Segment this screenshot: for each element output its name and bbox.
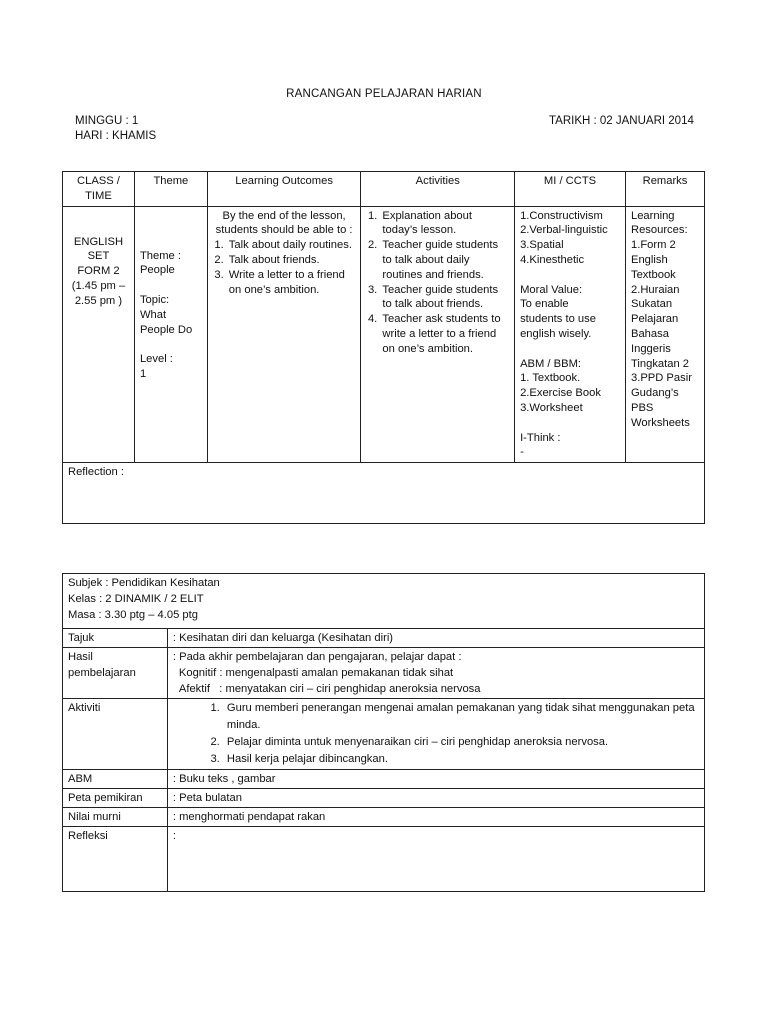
mi-item: 4.Kinesthetic <box>520 253 585 266</box>
header-remarks: Remarks <box>625 172 704 207</box>
hasil-label-cell <box>63 648 168 699</box>
peta-label: Peta pemikiran <box>63 789 168 808</box>
header-left <box>75 114 156 144</box>
remarks-line: Gudang’s <box>630 387 679 400</box>
ithink-value: - <box>520 446 524 459</box>
moral-value-line: english wisely. <box>520 327 592 340</box>
learning-outcomes-cell <box>207 206 361 463</box>
reflection-row <box>63 463 705 524</box>
activities-cell <box>361 206 515 463</box>
refleksi-value: : <box>167 827 704 892</box>
remarks-line: Resources: <box>630 224 688 237</box>
class-line: ENGLISH <box>73 235 124 248</box>
kelas-text: Kelas : 2 DINAMIK / 2 ELIT <box>68 593 204 605</box>
subjek-text: Subjek : Pendidikan Kesihatan <box>68 577 220 589</box>
hasil-label: Hasil <box>68 651 93 663</box>
afektif-text: Afektif : menyatakan ciri – ciri penghidap aneroksia nervosa <box>178 683 481 695</box>
abm-row-label: ABM <box>63 770 168 789</box>
remarks-line: Sukatan <box>630 298 673 311</box>
aktiviti-list <box>173 700 699 768</box>
table-row <box>63 770 705 789</box>
class-line: FORM 2 <box>77 265 120 278</box>
class-line: SET <box>87 250 110 263</box>
masa-text: Masa : 3.30 ptg – 4.05 ptg <box>68 609 198 621</box>
list-item: 3. Teacher guide students to talk about friends. <box>380 283 509 313</box>
abm-item: 2.Exercise Book <box>520 387 601 400</box>
subject-info-row <box>63 574 705 629</box>
topic-value: People Do <box>139 323 193 336</box>
remarks-line: Pelajaran <box>630 313 679 326</box>
subject-info-cell <box>63 574 705 629</box>
table-row <box>63 789 705 808</box>
tarikh-text: TARIKH : 02 JANUARI 2014 <box>549 115 694 127</box>
class-time-cell <box>63 206 135 463</box>
hasil-value-cell <box>167 648 704 699</box>
remarks-line: Tingkatan 2 <box>630 357 690 370</box>
reflection-label: Reflection : <box>68 466 124 479</box>
kognitif-text: Kognitif : mengenalpasti amalan pemakanan tidak sihat <box>178 667 454 679</box>
abm-label: ABM / BBM: <box>520 357 581 370</box>
theme-value: People <box>139 264 175 277</box>
mi-item: 1.Constructivism <box>520 209 603 222</box>
header-mi-ccts: MI / CCTS <box>515 172 626 207</box>
pendidikan-kesihatan-table <box>62 573 705 892</box>
moral-value-line: To enable <box>520 298 569 311</box>
remarks-line: 1.Form 2 <box>630 239 676 252</box>
remarks-line: Bahasa <box>630 327 669 340</box>
list-item: 2. Pelajar diminta untuk menyenaraikan ciri – ciri penghidap aneroksia nervosa. <box>223 734 699 751</box>
level-label: Level : <box>139 353 173 366</box>
remarks-line: Worksheets <box>630 416 690 429</box>
abm-item: 1. Textbook. <box>520 372 581 385</box>
mi-item: 2.Verbal-linguistic <box>520 224 608 237</box>
outcomes-list <box>213 238 356 297</box>
table-header-row <box>63 172 705 207</box>
topic-label: Topic: <box>139 293 170 306</box>
remarks-line: Textbook <box>630 268 676 281</box>
moral-value-label: Moral Value: <box>520 283 583 296</box>
remarks-cell <box>625 206 704 463</box>
ithink-label: I-Think : <box>520 431 561 444</box>
remarks-line: Learning <box>630 209 675 222</box>
aktiviti-label: Aktiviti <box>63 699 168 770</box>
reflection-cell <box>63 463 705 524</box>
theme-label: Theme : <box>139 249 181 262</box>
remarks-line: 3.PPD Pasir <box>630 372 692 385</box>
nilai-value: : menghormati pendapat rakan <box>167 808 704 827</box>
table-row <box>63 648 705 699</box>
table-row <box>63 827 705 892</box>
document-title: RANCANGAN PELAJARAN HARIAN <box>286 88 482 100</box>
list-item: 2. Talk about friends. <box>227 253 356 268</box>
abm-row-value: : Buku teks , gambar <box>167 770 704 789</box>
class-line: (1.45 pm – <box>71 279 126 292</box>
hari-text: HARI : KHAMIS <box>75 130 157 142</box>
list-item: 1. Explanation about today’s lesson. <box>380 209 509 239</box>
hasil-label: pembelajaran <box>68 667 136 679</box>
table-row <box>63 206 705 463</box>
table-row <box>63 699 705 770</box>
header-theme: Theme <box>134 172 207 207</box>
moral-value-line: students to use <box>520 313 596 326</box>
table-row <box>63 629 705 648</box>
activities-list <box>366 209 509 357</box>
minggu-text: MINGGU : 1 <box>75 115 139 127</box>
remarks-line: PBS <box>630 401 654 414</box>
tajuk-value: : Kesihatan diri dan keluarga (Kesihatan diri) <box>167 629 704 648</box>
peta-value: : Peta bulatan <box>167 789 704 808</box>
refleksi-label: Refleksi <box>63 827 168 892</box>
hasil-intro: : Pada akhir pembelajaran dan pengajaran, pelajar dapat : <box>172 651 462 663</box>
remarks-line: English <box>630 253 668 266</box>
tajuk-label: Tajuk <box>63 629 168 648</box>
remarks-line: Inggeris <box>630 342 671 355</box>
table-row <box>63 808 705 827</box>
mi-item: 3.Spatial <box>520 239 564 252</box>
theme-cell <box>134 206 207 463</box>
header-activities: Activities <box>361 172 515 207</box>
list-item: 1. Talk about daily routines. <box>227 238 356 253</box>
mi-ccts-cell <box>515 206 626 463</box>
list-item: 2. Teacher guide students to talk about daily routines and friends. <box>380 238 509 282</box>
header-learning-outcomes: Learning Outcomes <box>207 172 361 207</box>
outcomes-intro: By the end of the lesson, students should be able to : <box>215 209 353 237</box>
english-lesson-table <box>62 171 705 524</box>
topic-value: What <box>139 308 167 321</box>
list-item: 3. Write a letter to a friend on one’s ambition. <box>227 268 356 298</box>
list-item: 3. Hasil kerja pelajar dibincangkan. <box>223 751 699 768</box>
nilai-label: Nilai murni <box>63 808 168 827</box>
header-class-time: CLASS / TIME <box>63 172 135 207</box>
level-value: 1 <box>139 367 147 380</box>
remarks-line: 2.Huraian <box>630 283 680 296</box>
list-item: 4. Teacher ask students to write a letter to a friend on one’s ambition. <box>380 312 509 356</box>
abm-item: 3.Worksheet <box>520 401 583 414</box>
aktiviti-cell <box>167 699 704 770</box>
class-line: 2.55 pm ) <box>74 294 123 307</box>
list-item: 1. Guru memberi penerangan mengenai amalan pemakanan yang tidak sihat menggunakan peta minda. <box>223 700 699 734</box>
